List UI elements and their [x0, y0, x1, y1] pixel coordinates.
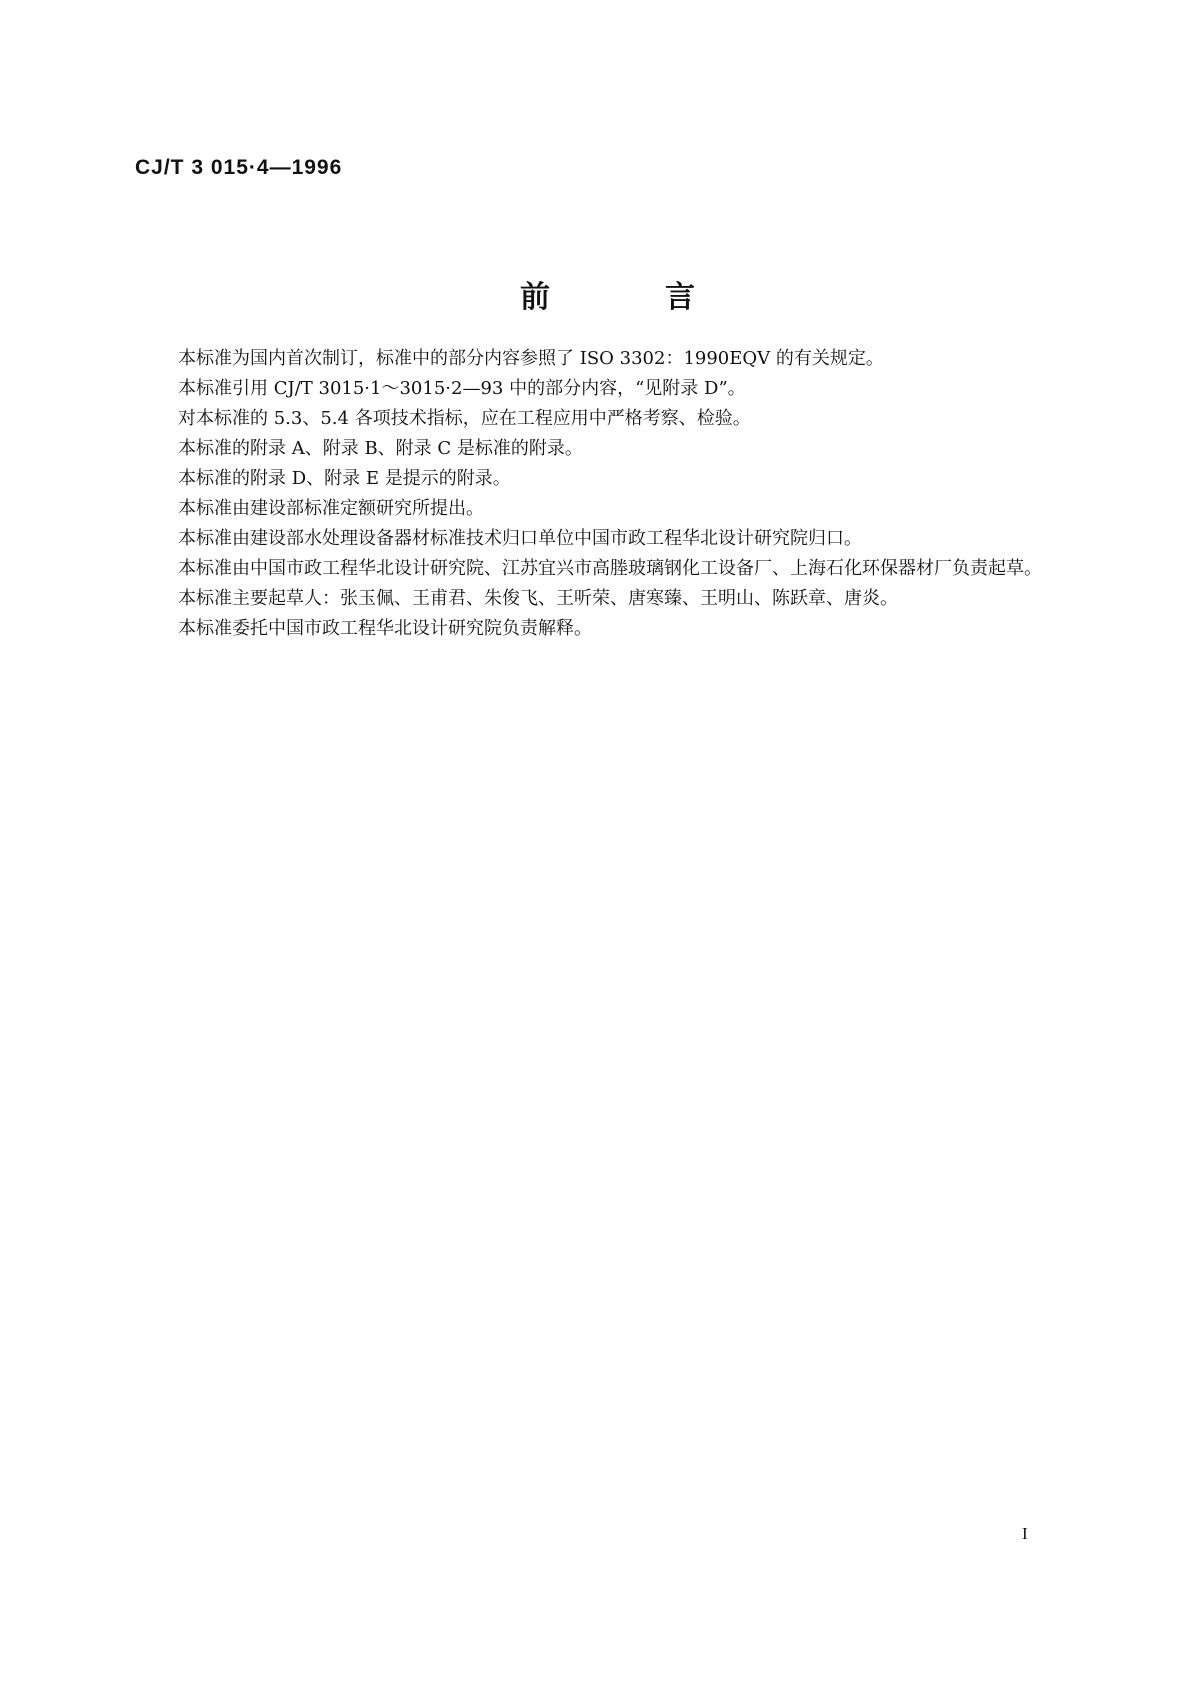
paragraph: 对本标准的 5.3、5.4 各项技术指标，应在工程应用中严格考察、检验。 — [178, 408, 751, 429]
page-number: I — [1022, 1524, 1028, 1543]
page-title — [520, 272, 695, 316]
standard-code: CJ/T 3 015·4—1996 — [135, 156, 343, 179]
paragraph: 本标准由建设部水处理设备器材标准技术归口单位中国市政工程华北设计研究院归口。 — [178, 528, 862, 549]
foreword-body — [128, 344, 1073, 644]
title-char-1: 前 — [520, 280, 550, 315]
title-char-2: 言 — [665, 280, 695, 315]
paragraph: 本标准委托中国市政工程华北设计研究院负责解释。 — [178, 618, 592, 639]
paragraph: 本标准为国内首次制订，标准中的部分内容参照了 ISO 3302：1990EQV 的有关规定。 — [178, 348, 884, 369]
paragraph: 本标准由建设部标准定额研究所提出。 — [178, 498, 484, 519]
paragraph: 本标准的附录 D、附录 E 是提示的附录。 — [178, 468, 511, 489]
paragraph: 本标准主要起草人：张玉佩、王甫君、朱俊飞、王听荣、唐寒臻、王明山、陈跃章、唐炎。 — [178, 588, 898, 609]
paragraph: 本标准引用 CJ/T 3015·1～3015·2—93 中的部分内容，“见附录 D”。 — [178, 378, 746, 399]
paragraph: 本标准的附录 A、附录 B、附录 C 是标准的附录。 — [178, 438, 583, 459]
paragraph: 本标准由中国市政工程华北设计研究院、江苏宜兴市高塍玻璃钢化工设备厂、上海石化环保器材厂负责起草。 — [178, 558, 1042, 579]
